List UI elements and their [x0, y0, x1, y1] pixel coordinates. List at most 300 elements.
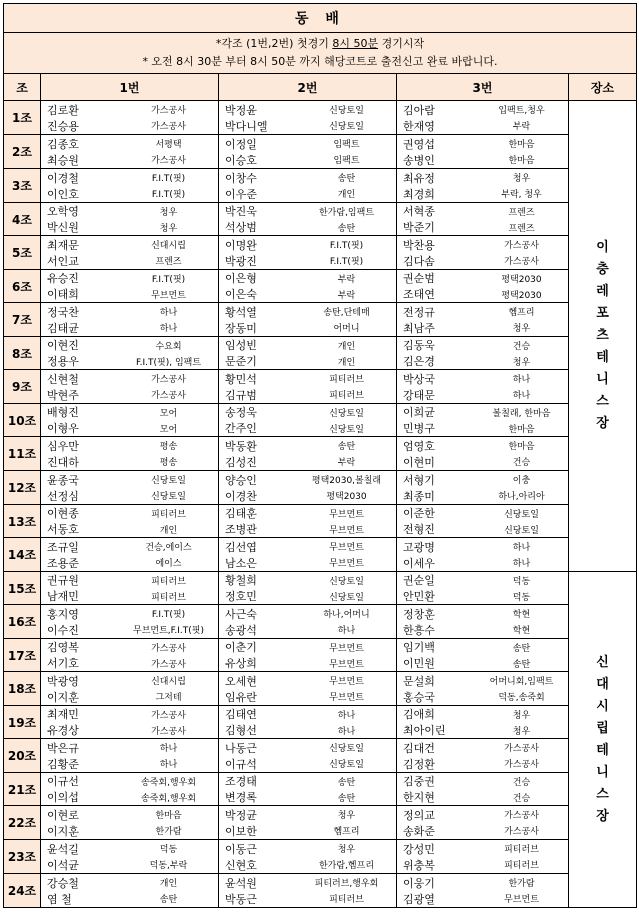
player-name: 이우준: [225, 187, 257, 201]
group-label: 12조: [4, 471, 41, 505]
player-club: 가스공사: [151, 710, 186, 721]
player-name: 김정환: [403, 757, 435, 771]
player-club: 평택2030: [501, 290, 542, 301]
group-label: 13조: [4, 505, 41, 538]
player-name: 박신원: [47, 221, 79, 234]
player-name: 송정욱: [225, 406, 257, 419]
player-club: 개인: [337, 357, 356, 368]
player-name: 전형진: [403, 523, 435, 536]
player-name: 이보한: [225, 824, 257, 838]
player-entry: [47, 488, 216, 504]
player-club: 가스공사: [504, 257, 539, 267]
player-club: 헴프리: [333, 827, 360, 837]
player-club: 건승: [512, 793, 531, 804]
slot-3-pair: [397, 437, 569, 471]
player-name: 최종미: [403, 489, 435, 503]
group-row: [4, 806, 637, 840]
slot-1-pair: [41, 840, 219, 874]
player-entry: [403, 689, 566, 705]
player-entry: [225, 219, 394, 235]
player-name: 이승호: [225, 153, 257, 167]
player-entry: [403, 841, 566, 857]
player-entry: [403, 606, 566, 622]
slot-3-pair: [397, 169, 569, 203]
player-club: 송탄: [159, 895, 178, 905]
player-club: 피티러브: [329, 391, 364, 401]
player-entry: [47, 472, 216, 488]
player-name: 김동욱: [403, 339, 435, 352]
player-club: 신대시립: [151, 241, 186, 251]
group-label: 9조: [4, 370, 41, 404]
group-label: 3조: [4, 169, 41, 203]
player-name: 윤석길: [47, 842, 79, 856]
player-name: 서인교: [47, 254, 79, 268]
player-club: F.I.T(핏): [151, 174, 186, 184]
player-entry: [225, 722, 394, 738]
venue-char: 니: [596, 372, 609, 387]
player-name: 임유란: [225, 690, 257, 704]
slot-3-pair: [397, 101, 569, 135]
player-club: 무브먼트: [504, 895, 539, 905]
group-row: [4, 538, 637, 572]
player-name: 남소은: [225, 556, 257, 570]
player-entry: [403, 891, 566, 907]
group-row: [4, 572, 637, 605]
player-name: 이춘기: [225, 641, 257, 654]
group-label: 24조: [4, 874, 41, 908]
player-name: 이현로: [47, 808, 79, 822]
player-club: 평택2030: [326, 492, 367, 502]
player-club: 가스공사: [151, 643, 186, 654]
slot-2-pair: [219, 505, 397, 538]
group-row: [4, 169, 637, 203]
group-label: 22조: [4, 806, 41, 840]
player-club: 어머니회,임팩트: [489, 677, 554, 687]
slot-2-pair: [219, 773, 397, 806]
player-name: 위충복: [403, 858, 435, 872]
player-club: 하나,어머니: [323, 610, 370, 620]
player-club: 피티러브: [151, 592, 186, 603]
player-club: 덕동,송죽회: [498, 693, 545, 703]
player-name: 홍승국: [403, 690, 435, 704]
player-name: 안민환: [403, 590, 435, 603]
player-entry: [47, 773, 216, 789]
player-club: 신당토일: [504, 525, 539, 536]
player-name: 이정일: [225, 137, 257, 151]
player-entry: [47, 505, 216, 521]
slot-3-pair: [397, 370, 569, 404]
player-name: 이명완: [225, 238, 257, 252]
player-name: 최유정: [403, 171, 435, 185]
player-name: 박동근: [225, 892, 257, 906]
player-club: 신당토일: [151, 476, 186, 486]
venue-char: 대: [596, 676, 609, 692]
player-entry: [47, 875, 216, 891]
player-entry: [403, 823, 566, 839]
player-name: 김애희: [403, 708, 435, 721]
player-club: 어머니: [333, 324, 360, 334]
player-name: 김성진: [225, 455, 257, 469]
player-club: 무브먼트: [329, 543, 364, 553]
player-name: 이형우: [47, 422, 79, 435]
player-name: 양승인: [225, 473, 257, 487]
player-club: 하나: [337, 710, 356, 721]
player-entry: [225, 102, 394, 118]
player-club: 가스공사: [504, 811, 539, 821]
slot-1-pair: [41, 639, 219, 672]
player-name: 이태희: [47, 288, 79, 301]
player-club: 가스공사: [151, 375, 186, 385]
player-entry: [225, 606, 394, 622]
player-entry: [225, 639, 394, 655]
player-club: F.I.T(핏): [329, 241, 364, 251]
player-club: 한가람,임팩트: [318, 207, 375, 218]
slot-1-pair: [41, 471, 219, 505]
group-row: [4, 773, 637, 806]
slot-2-pair: [219, 672, 397, 706]
player-entry: [225, 186, 394, 202]
player-entry: [47, 454, 216, 470]
player-entry: [403, 488, 566, 504]
player-name: 김형선: [225, 724, 257, 737]
player-club: 하나: [512, 559, 531, 569]
player-name: 김황준: [47, 757, 79, 771]
player-club: 피티러브: [504, 861, 539, 871]
player-name: 최재민: [47, 708, 79, 721]
slot-1-pair: [41, 101, 219, 135]
group-row: [4, 101, 637, 135]
player-name: 최아이린: [403, 724, 446, 737]
player-entry: [47, 337, 216, 353]
player-club: 청우: [337, 811, 356, 821]
player-name: 정호민: [225, 590, 257, 603]
group-label: 17조: [4, 639, 41, 672]
player-club: 송죽회,행우회: [140, 777, 197, 788]
player-entry: [47, 320, 216, 336]
player-name: 이은형: [225, 272, 257, 285]
player-name: 이규선: [47, 775, 79, 788]
player-club: 신당토일: [329, 106, 364, 116]
player-name: 박찬용: [403, 238, 435, 252]
player-club: 한마음: [508, 156, 535, 166]
player-entry: [47, 286, 216, 302]
player-club: 한마음: [508, 442, 535, 452]
player-name: 변경록: [225, 791, 257, 804]
player-name: 임성빈: [225, 339, 257, 352]
player-name: 이규석: [225, 757, 257, 771]
player-entry: [47, 722, 216, 738]
player-entry: [225, 253, 394, 269]
slot-1-pair: [41, 874, 219, 908]
player-name: 박정균: [225, 808, 257, 822]
player-entry: [225, 136, 394, 152]
player-name: 권순일: [403, 574, 435, 587]
player-club: 프렌즈: [508, 207, 535, 218]
player-club: F.I.T(핏): [329, 257, 364, 267]
player-name: 이석균: [47, 858, 79, 872]
group-label: 2조: [4, 135, 41, 169]
player-name: 서동호: [47, 523, 79, 536]
slot-1-pair: [41, 605, 219, 639]
player-club: 신당토일: [329, 760, 364, 770]
group-row: [4, 471, 637, 505]
notice: [4, 33, 637, 74]
venue-char: 테: [596, 742, 609, 758]
player-entry: [403, 588, 566, 604]
player-entry: [225, 353, 394, 369]
player-name: 이현종: [47, 507, 79, 520]
slot-2-pair: [219, 169, 397, 203]
notice-line-2: * 오전 8시 30분 부터 8시 50분 까지 해당코트로 출전신고 완료 바랍니다.: [142, 55, 498, 68]
group-row: [4, 270, 637, 303]
player-name: 황석열: [225, 305, 257, 319]
slot-2-pair: [219, 203, 397, 236]
venue-char: 이: [596, 240, 609, 255]
player-club: 건승: [512, 458, 531, 468]
player-club: 모어: [159, 408, 178, 419]
slot-1-pair: [41, 773, 219, 806]
player-name: 이세우: [403, 556, 435, 570]
venue-char: 니: [596, 764, 609, 780]
player-entry: [225, 420, 394, 436]
player-club: F.I.T(핏): [151, 274, 186, 285]
player-entry: [225, 454, 394, 470]
notice-line-1: [4, 35, 636, 53]
player-name: 박상국: [403, 372, 435, 386]
slot-2-pair: [219, 739, 397, 773]
player-entry: [403, 472, 566, 488]
slot-2-pair: [219, 605, 397, 639]
player-name: 김영복: [47, 641, 79, 654]
player-club: 신당토일: [329, 122, 364, 132]
player-club: 청우: [512, 357, 531, 368]
slot-3-pair: [397, 773, 569, 806]
slot-2-pair: [219, 437, 397, 471]
group-row: [4, 135, 637, 169]
player-name: 조규일: [47, 540, 79, 554]
player-entry: [225, 505, 394, 521]
player-entry: [47, 706, 216, 722]
player-entry: [47, 237, 216, 253]
player-name: 진승용: [47, 119, 79, 133]
player-club: 하나: [159, 744, 178, 754]
player-entry: [403, 789, 566, 805]
player-club: 청우: [512, 710, 531, 721]
slot-3-pair: [397, 739, 569, 773]
group-row: [4, 303, 637, 337]
group-label: 16조: [4, 605, 41, 639]
player-name: 박현주: [47, 388, 79, 402]
player-club: 피티러브: [329, 375, 364, 385]
player-name: 김태훈: [225, 507, 257, 520]
player-entry: [225, 286, 394, 302]
player-club: 피티러브: [504, 845, 539, 855]
player-entry: [403, 337, 566, 353]
header-venue: 장소: [569, 74, 637, 101]
player-name: 유경상: [47, 724, 79, 737]
player-club: 부락: [337, 274, 356, 285]
group-label: 14조: [4, 538, 41, 572]
player-club: 가스공사: [504, 760, 539, 770]
player-entry: [403, 152, 566, 168]
player-club: 가스공사: [151, 726, 186, 737]
player-entry: [403, 539, 566, 555]
player-name: 한흥수: [403, 623, 435, 637]
player-name: 김규범: [225, 388, 257, 402]
player-entry: [225, 740, 394, 756]
player-entry: [225, 118, 394, 134]
player-entry: [403, 639, 566, 655]
player-entry: [225, 588, 394, 604]
player-entry: [47, 740, 216, 756]
player-club: 한가람: [508, 879, 535, 889]
player-club: 한마음: [508, 424, 535, 435]
notice-start-time: 8시 50분: [332, 37, 379, 50]
player-club: 하나: [159, 324, 178, 334]
notice-line-1-prefix: *각조 (1번,2번) 첫경기: [215, 37, 333, 50]
player-club: 가스공사: [151, 106, 186, 116]
player-name: 박진욱: [225, 205, 257, 218]
player-entry: [403, 438, 566, 454]
player-entry: [225, 387, 394, 403]
player-entry: [47, 539, 216, 555]
player-club: 덕동: [159, 845, 178, 855]
player-club: 송탄: [337, 777, 356, 788]
player-club: 부락: [512, 122, 531, 132]
player-name: 황철희: [225, 574, 257, 587]
slot-3-pair: [397, 572, 569, 605]
group-label: 19조: [4, 706, 41, 739]
player-entry: [403, 505, 566, 521]
player-name: 최승원: [47, 153, 79, 167]
player-club: 무브먼트: [329, 659, 364, 670]
player-entry: [47, 841, 216, 857]
player-entry: [403, 371, 566, 387]
slot-2-pair: [219, 840, 397, 874]
player-club: 서평택: [155, 140, 182, 150]
venue-char: 츠: [596, 328, 609, 343]
player-name: 이희균: [403, 406, 435, 419]
player-club: 송탄: [512, 643, 531, 654]
player-club: 송탄: [337, 442, 356, 452]
player-entry: [225, 488, 394, 504]
venue-char: 레: [596, 284, 609, 299]
player-entry: [47, 555, 216, 571]
slot-2-pair: [219, 706, 397, 739]
player-name: 박다니엘: [225, 119, 268, 133]
player-entry: [47, 572, 216, 588]
player-name: 유승진: [47, 272, 79, 285]
player-club: 부락: [337, 458, 356, 468]
player-name: 윤석원: [225, 876, 257, 890]
player-club: 청우: [512, 174, 531, 184]
player-entry: [47, 588, 216, 604]
venue-char: 장: [596, 416, 609, 431]
player-club: 가스공사: [151, 156, 186, 166]
player-entry: [225, 706, 394, 722]
player-name: 이웅기: [403, 876, 435, 890]
player-club: 한가람,헴프리: [318, 861, 375, 871]
slot-3-pair: [397, 706, 569, 739]
group-row: [4, 203, 637, 236]
player-club: 그저테: [155, 693, 182, 703]
player-entry: [225, 270, 394, 286]
player-entry: [47, 102, 216, 118]
player-club: 청우: [159, 223, 178, 234]
player-name: 박정윤: [225, 103, 257, 117]
player-entry: [47, 203, 216, 219]
player-club: 학현: [512, 610, 531, 620]
player-club: 에이스: [155, 559, 182, 569]
venue-sindae: [569, 572, 637, 908]
slot-3-pair: [397, 404, 569, 437]
player-club: 송탄: [337, 223, 356, 234]
player-club: 신당토일: [504, 509, 539, 520]
player-name: 최경희: [403, 187, 435, 201]
player-name: 김태균: [47, 321, 79, 335]
slot-2-pair: [219, 874, 397, 908]
slot-2-pair: [219, 303, 397, 337]
player-name: 신현호: [225, 858, 257, 872]
slot-3-pair: [397, 538, 569, 572]
player-entry: [225, 689, 394, 705]
player-club: 학현: [512, 626, 531, 636]
player-club: 헴프리: [508, 308, 535, 318]
player-entry: [403, 136, 566, 152]
player-club: 신당토일: [329, 408, 364, 419]
player-club: 가스공사: [504, 744, 539, 754]
player-club: 프렌즈: [508, 223, 535, 234]
player-entry: [403, 253, 566, 269]
player-club: 건승,에이스: [145, 543, 192, 553]
player-name: 이경찬: [225, 489, 257, 503]
player-entry: [225, 521, 394, 537]
player-name: 오학영: [47, 205, 79, 218]
player-entry: [47, 118, 216, 134]
player-club: 하나: [337, 726, 356, 737]
player-club: 송죽회,행우회: [140, 793, 197, 804]
schedule-table: [3, 3, 637, 908]
slot-1-pair: [41, 505, 219, 538]
player-entry: [47, 606, 216, 622]
player-entry: [403, 454, 566, 470]
player-club: 덕동: [512, 592, 531, 603]
player-name: 이동근: [225, 842, 257, 856]
slot-1-pair: [41, 337, 219, 370]
player-name: 간주인: [225, 422, 257, 435]
slot-3-pair: [397, 840, 569, 874]
player-name: 전정규: [403, 305, 435, 319]
slot-1-pair: [41, 437, 219, 471]
player-entry: [403, 102, 566, 118]
player-club: 한가람: [155, 827, 182, 837]
player-name: 윤종국: [47, 473, 79, 487]
player-club: 임팩트: [333, 156, 360, 166]
player-name: 박준기: [403, 221, 435, 234]
player-entry: [47, 219, 216, 235]
slot-1-pair: [41, 303, 219, 337]
player-club: 하나: [512, 375, 531, 385]
player-club: 개인: [337, 190, 356, 200]
slot-2-pair: [219, 337, 397, 370]
slot-2-pair: [219, 639, 397, 672]
player-entry: [225, 756, 394, 772]
player-entry: [47, 521, 216, 537]
slot-3-pair: [397, 236, 569, 270]
player-name: 염 철: [47, 892, 72, 906]
player-club: 피티러브: [151, 576, 186, 587]
player-club: 하나: [512, 543, 531, 553]
